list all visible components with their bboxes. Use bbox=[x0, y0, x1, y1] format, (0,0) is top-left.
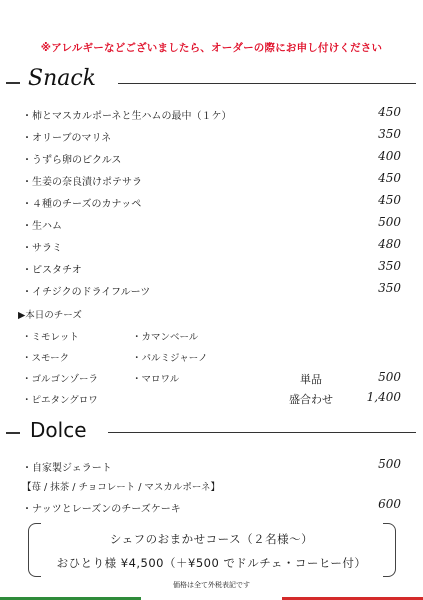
cheese-right-1: ・カマンベール bbox=[132, 332, 199, 343]
cheese-single-label: 単品 bbox=[300, 373, 322, 386]
cheese-left-1: ・ミモレット bbox=[22, 332, 79, 343]
snack-price-9: 350 bbox=[378, 281, 401, 295]
dolce-title-rule bbox=[108, 432, 416, 433]
cheese-platter-price: 1,400 bbox=[366, 390, 401, 404]
cheese-right-3: ・マロワル bbox=[132, 374, 180, 385]
snack-item-3: ・うずら卵のピクルス bbox=[22, 155, 122, 166]
course-line-2: おひとり様 ¥4,500（＋¥500 でドルチェ・コーヒー付） bbox=[56, 556, 367, 570]
tax-note: 価格は全て外税表記です bbox=[173, 581, 250, 589]
snack-price-8: 350 bbox=[378, 259, 401, 273]
snack-title: Snack bbox=[28, 66, 97, 91]
cheese-right-2: ・パルミジャーノ bbox=[132, 353, 208, 364]
snack-price-5: 450 bbox=[378, 193, 401, 207]
cheese-heading: ▶本日のチーズ bbox=[18, 310, 82, 321]
cheese-left-2: ・スモーク bbox=[22, 353, 70, 364]
snack-title-rule bbox=[118, 83, 416, 84]
snack-item-5: ・４種のチーズのカナッペ bbox=[22, 199, 142, 210]
dolce-gelato-price: 500 bbox=[378, 457, 401, 471]
cheese-left-4: ・ピエタングロワ bbox=[22, 395, 98, 406]
dolce-gelato-flavors: 【苺 / 抹茶 / チョコレート / マスカルポーネ】 bbox=[22, 482, 220, 493]
snack-item-9: ・イチジクのドライフルーツ bbox=[22, 287, 151, 298]
snack-price-1: 450 bbox=[378, 105, 401, 119]
snack-price-4: 450 bbox=[378, 171, 401, 185]
snack-item-8: ・ピスタチオ bbox=[22, 265, 82, 276]
snack-item-6: ・生ハム bbox=[22, 221, 62, 232]
dolce-title-dash bbox=[6, 432, 20, 434]
course-line-1: シェフのおまかせコース（２名様〜） bbox=[109, 532, 314, 546]
cheese-single-price: 500 bbox=[378, 370, 401, 384]
dolce-gelato: ・自家製ジェラート bbox=[22, 463, 112, 474]
snack-item-7: ・サラミ bbox=[22, 243, 62, 254]
snack-item-2: ・オリーブのマリネ bbox=[22, 133, 112, 144]
cheese-platter-label: 盛合わせ bbox=[289, 393, 333, 406]
snack-price-3: 400 bbox=[378, 149, 401, 163]
allergy-notice: ※アレルギーなどございましたら、オーダーの際にお申し付けください bbox=[40, 42, 383, 54]
cheese-left-3: ・ゴルゴンゾーラ bbox=[22, 374, 99, 385]
dolce-title: Dolce bbox=[30, 418, 87, 442]
snack-price-7: 480 bbox=[378, 237, 401, 251]
snack-item-1: ・柿とマスカルポーネと生ハムの最中（１ケ） bbox=[22, 111, 232, 122]
snack-title-dash bbox=[6, 82, 20, 84]
dolce-cake: ・ナッツとレーズンのチーズケーキ bbox=[22, 504, 181, 515]
dolce-cake-price: 600 bbox=[378, 497, 401, 511]
snack-price-2: 350 bbox=[378, 127, 401, 141]
snack-price-6: 500 bbox=[378, 215, 401, 229]
snack-item-4: ・生姜の奈良漬けポテサラ bbox=[22, 177, 142, 188]
